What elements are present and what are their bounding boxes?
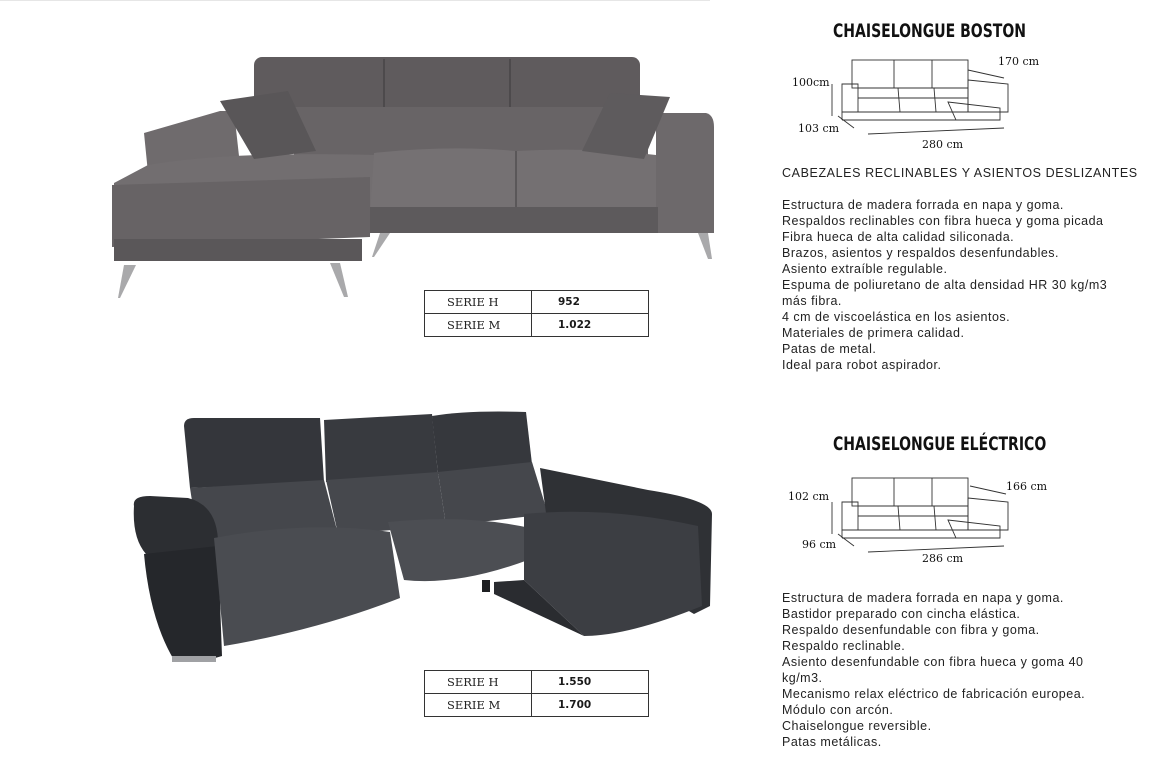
serie-label: SERIE H	[425, 291, 532, 314]
table-row	[425, 291, 649, 314]
height-dimension: 100cm	[792, 76, 830, 89]
list-item: Módulo con arcón.	[782, 703, 894, 717]
serie-label: SERIE M	[425, 314, 532, 337]
width-dimension: 280 cm	[922, 138, 964, 151]
boston-price-table	[424, 290, 649, 337]
table-row	[425, 314, 649, 337]
electrico-price-table	[424, 670, 649, 717]
serie-price: 952	[532, 291, 649, 314]
electrico-sofa-photo	[128, 410, 738, 672]
list-item: Chaiselongue reversible.	[782, 719, 932, 733]
boston-sofa-photo	[108, 55, 718, 300]
boston-subtitle: CABEZALES RECLINABLES Y ASIENTOS DESLIZANTES	[782, 166, 1138, 180]
serie-label: SERIE M	[425, 694, 532, 717]
list-item: kg/m3.	[782, 671, 823, 685]
list-item: Fibra hueca de alta calidad siliconada.	[782, 230, 1015, 244]
depth-dimension: 103 cm	[798, 122, 840, 135]
list-item: Espuma de poliuretano de alta densidad HR 30 kg/m3	[782, 278, 1108, 292]
list-item: Brazos, asientos y respaldos desenfundables.	[782, 246, 1060, 260]
electrico-title: CHAISELONGUE ELÉCTRICO	[833, 433, 1047, 455]
list-item: Materiales de primera calidad.	[782, 326, 965, 340]
list-item: Asiento extraíble regulable.	[782, 262, 948, 276]
list-item: Patas metálicas.	[782, 735, 882, 749]
boston-spec-list	[782, 197, 1107, 373]
width-dimension: 286 cm	[922, 552, 964, 565]
serie-price: 1.700	[532, 694, 649, 717]
electrico-dimension-diagram	[788, 472, 1048, 572]
depth-dimension: 96 cm	[802, 538, 837, 551]
table-row	[425, 694, 649, 717]
list-item: Asiento desenfundable con fibra hueca y goma 40	[782, 655, 1084, 669]
list-item: Estructura de madera forrada en napa y goma.	[782, 198, 1064, 212]
list-item: Estructura de madera forrada en napa y goma.	[782, 591, 1064, 605]
list-item: Bastidor preparado con cincha elástica.	[782, 607, 1021, 621]
list-item: Respaldo reclinable.	[782, 639, 906, 653]
top-divider-line	[0, 0, 710, 1]
serie-price: 1.550	[532, 671, 649, 694]
list-item: 4 cm de viscoelástica en los asientos.	[782, 310, 1011, 324]
list-item: Mecanismo relax eléctrico de fabricación europea.	[782, 687, 1086, 701]
list-item: Ideal para robot aspirador.	[782, 358, 942, 372]
chaise-dimension: 170 cm	[998, 55, 1040, 68]
serie-label: SERIE H	[425, 671, 532, 694]
list-item: Patas de metal.	[782, 342, 877, 356]
serie-price: 1.022	[532, 314, 649, 337]
boston-dimension-diagram	[788, 50, 1048, 154]
list-item: Respaldo desenfundable con fibra y goma.	[782, 623, 1040, 637]
height-dimension: 102 cm	[788, 490, 830, 503]
chaise-dimension: 166 cm	[1006, 480, 1048, 493]
table-row	[425, 671, 649, 694]
boston-title: CHAISELONGUE BOSTON	[833, 20, 1027, 42]
list-item: más fibra.	[782, 294, 842, 308]
list-item: Respaldos reclinables con fibra hueca y goma picada	[782, 214, 1104, 228]
electrico-spec-list	[782, 590, 1085, 750]
